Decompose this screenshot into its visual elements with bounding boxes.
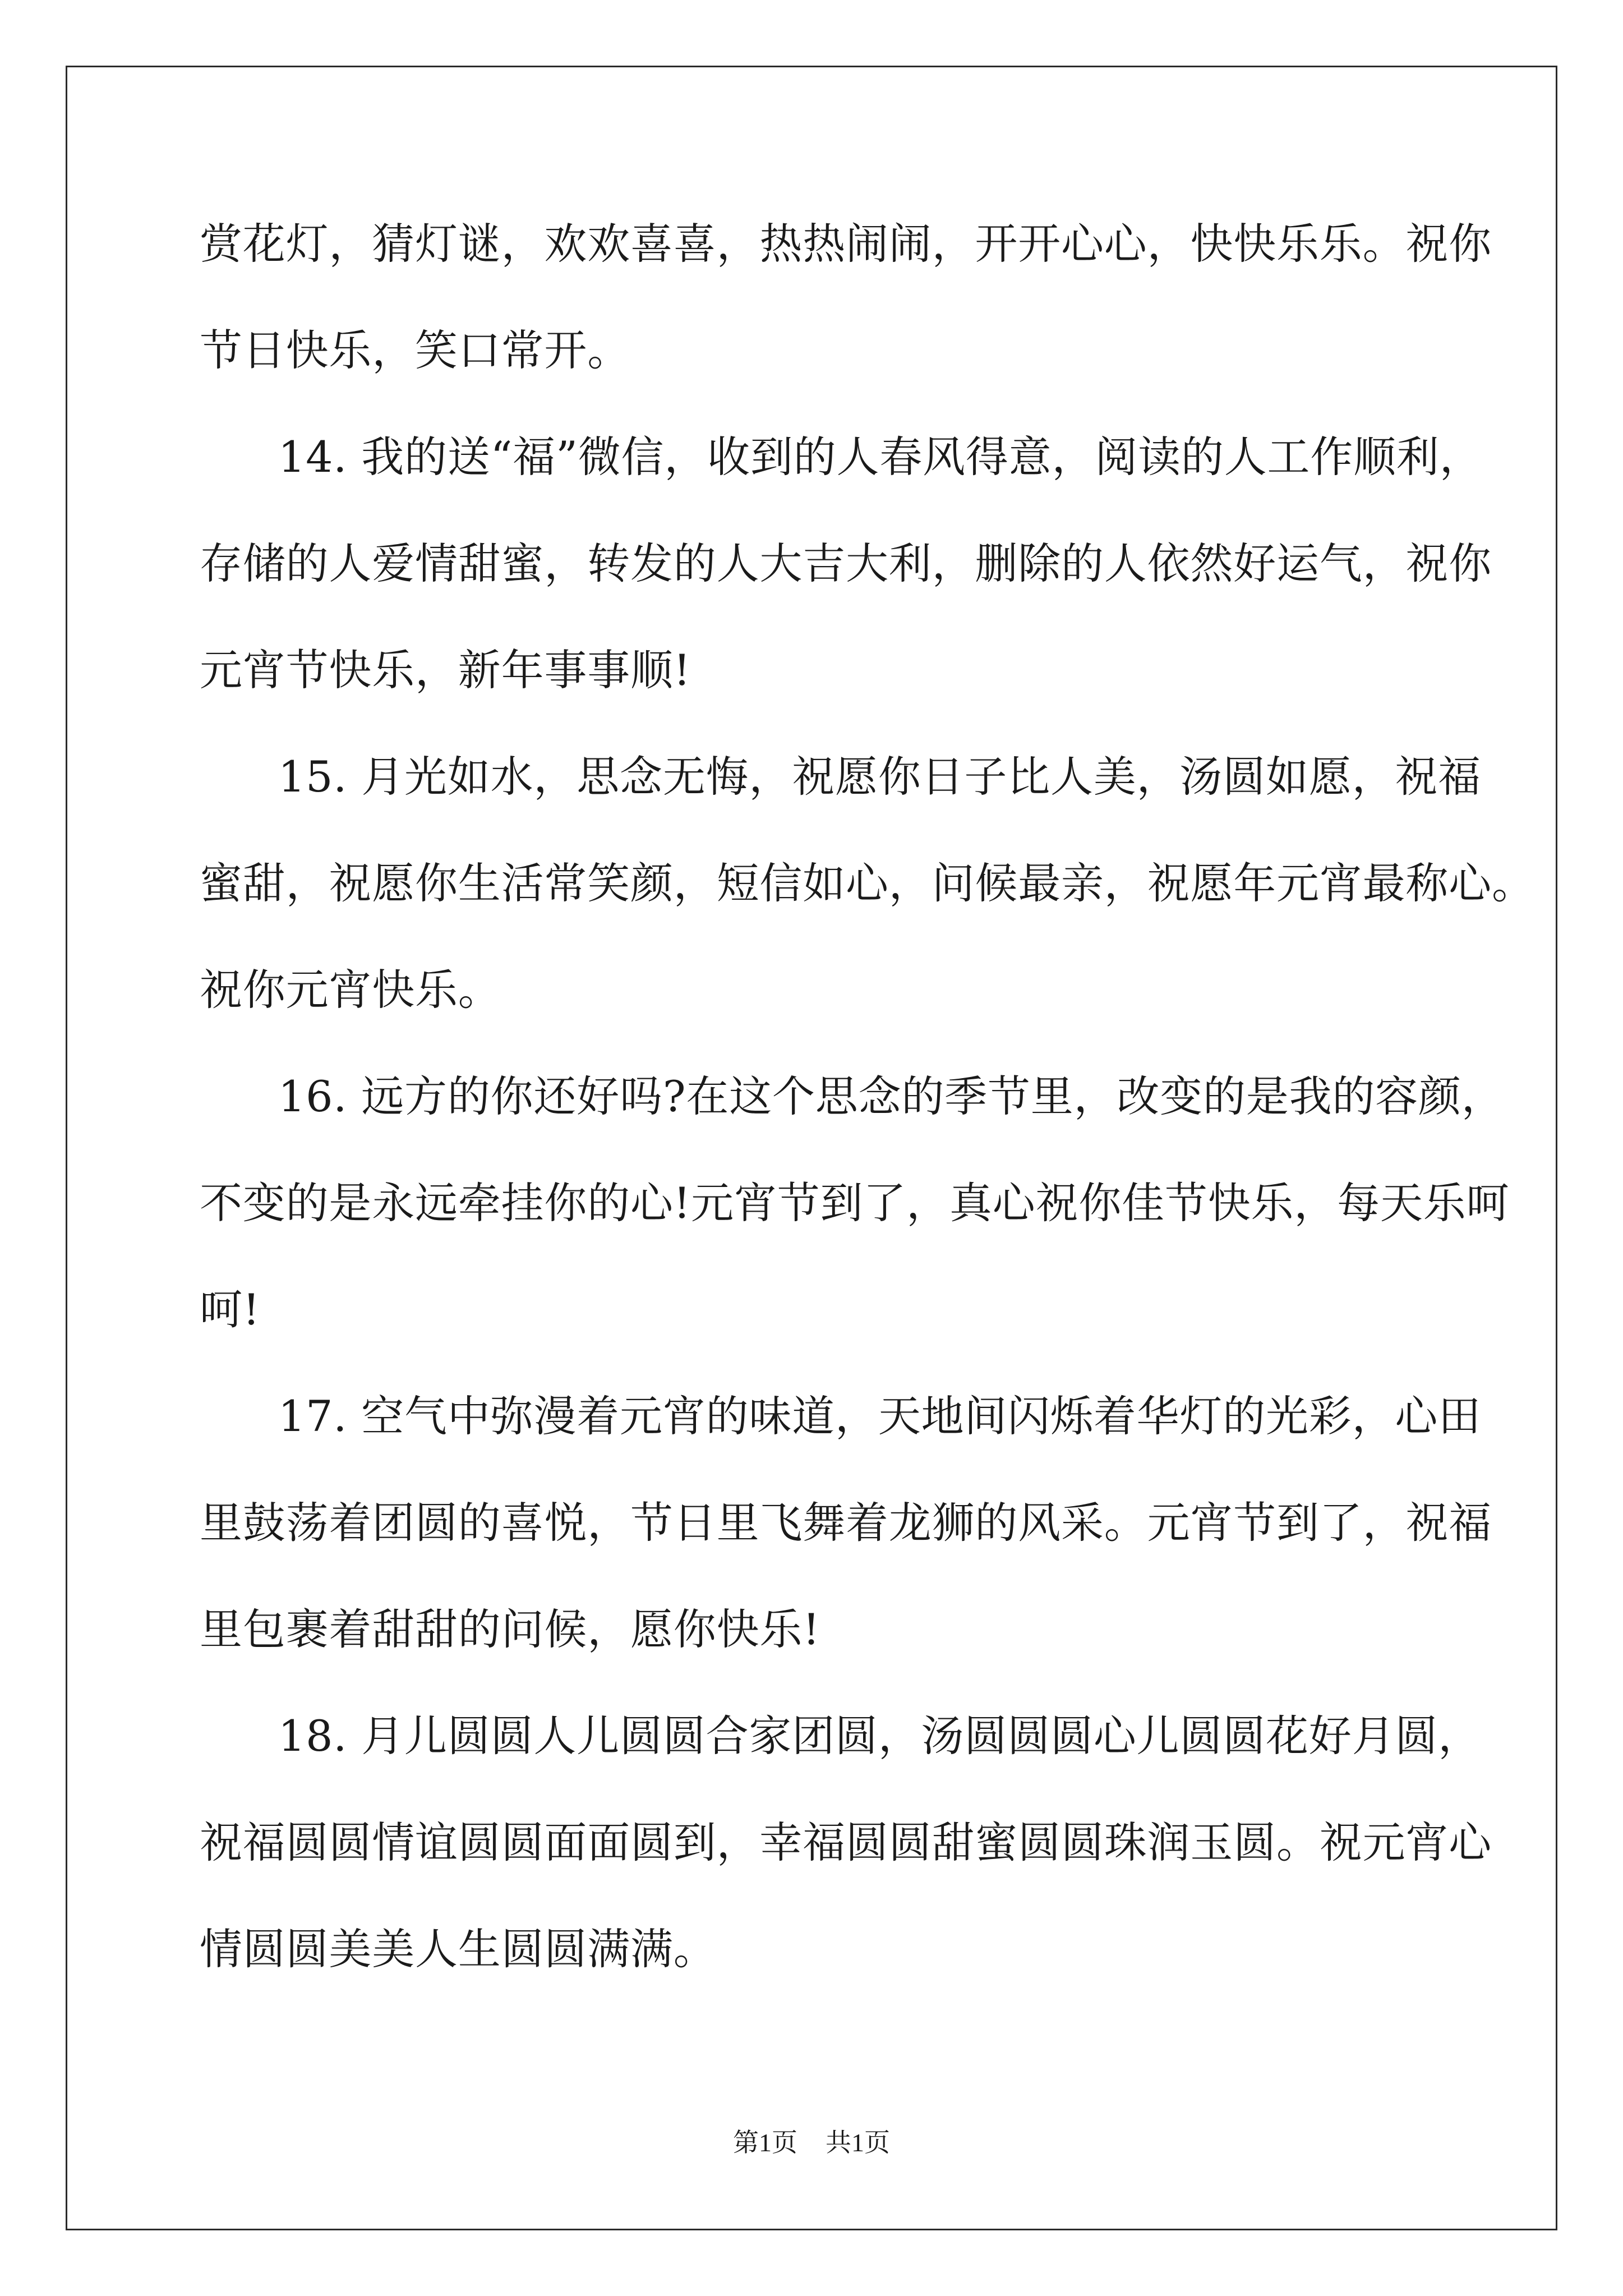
paragraph-18-start: 18. 月儿圆圆人儿圆圆合家团圆，汤圆圆圆心儿圆圆花好月圆， xyxy=(278,1711,1482,1761)
paragraph-17-start: 17. 空气中弥漫着元宵的味道，天地间闪烁着华灯的光彩，心田 xyxy=(278,1391,1482,1441)
page-total: 共1页 xyxy=(826,2128,890,2157)
page-footer xyxy=(0,2126,1623,2160)
text-line: 里包裹着甜甜的问候，愿你快乐! xyxy=(200,1604,820,1654)
text-line: 里鼓荡着团圆的喜悦，节日里飞舞着龙狮的风采。元宵节到了，祝福 xyxy=(200,1498,1492,1548)
text-line: 不变的是永远牵挂你的心!元宵节到了，真心祝你佳节快乐，每天乐呵 xyxy=(200,1178,1510,1228)
document-body xyxy=(200,213,1535,2025)
text-line: 呵! xyxy=(200,1285,261,1335)
text-line: 祝你元宵快乐。 xyxy=(200,965,501,1015)
text-line: 节日快乐，笑口常开。 xyxy=(200,325,630,375)
text-line: 元宵节快乐，新年事事顺! xyxy=(200,645,691,695)
paragraph-15-start: 15. 月光如水，思念无悔，祝愿你日子比人美，汤圆如愿，祝福 xyxy=(278,752,1482,802)
paragraph-16-start: 16. 远方的你还好吗?在这个思念的季节里，改变的是我的容颜， xyxy=(278,1071,1505,1121)
text-line: 祝福圆圆情谊圆圆面面圆到，幸福圆圆甜蜜圆圆珠润玉圆。祝元宵心 xyxy=(200,1818,1492,1867)
text-line: 情圆圆美美人生圆圆满满。 xyxy=(200,1924,717,1974)
text-line: 存储的人爱情甜蜜，转发的人大吉大利，删除的人依然好运气，祝你 xyxy=(200,539,1492,588)
page-number: 第1页 xyxy=(733,2128,797,2157)
text-line: 赏花灯，猜灯谜，欢欢喜喜，热热闹闹，开开心心，快快乐乐。祝你 xyxy=(200,219,1492,269)
paragraph-14-start: 14. 我的送“福”微信，收到的人春风得意，阅读的人工作顺利， xyxy=(278,432,1483,482)
text-line: 蜜甜，祝愿你生活常笑颜，短信如心，问候最亲，祝愿年元宵最称心。 xyxy=(200,858,1535,908)
